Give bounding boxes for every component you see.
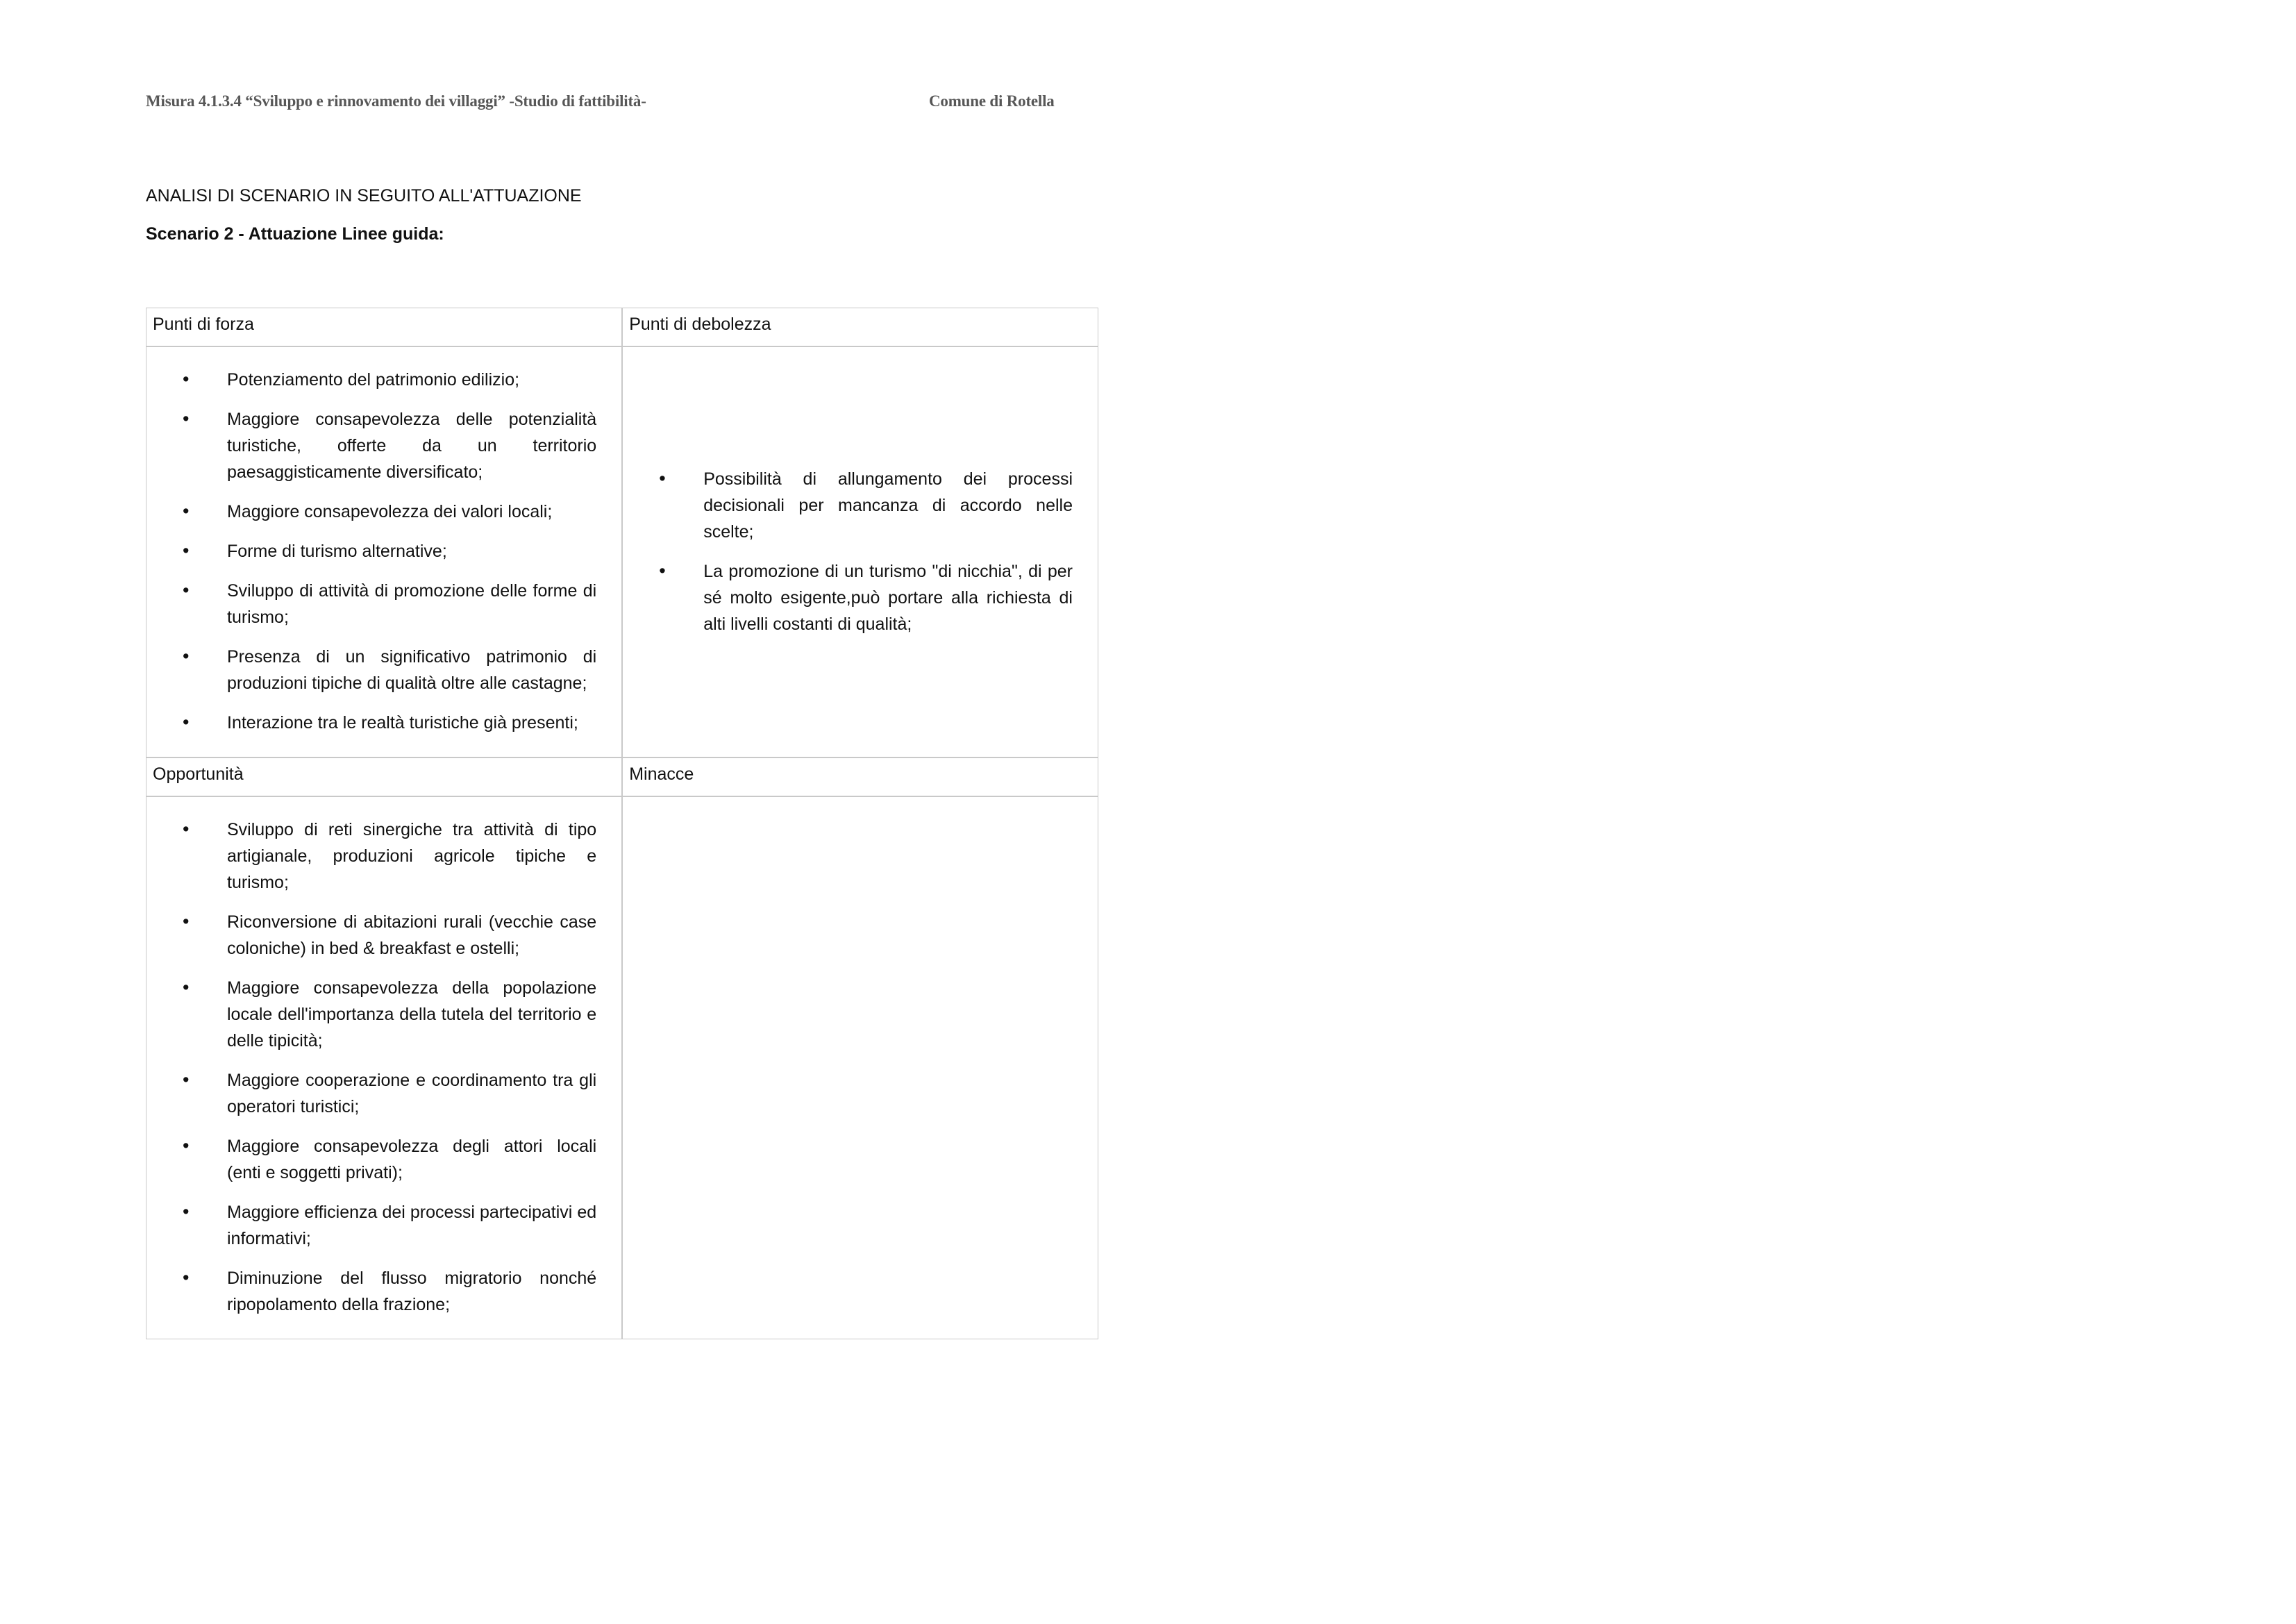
swot-table bbox=[146, 308, 1098, 1339]
swot-cell-threats-header bbox=[622, 757, 1098, 796]
strengths-list bbox=[146, 347, 621, 757]
running-header-left-municipality: Comune di Rotella bbox=[929, 92, 1055, 110]
strength-item: • Maggiore consapevolezza dei valori locali; bbox=[146, 499, 596, 525]
swot-cell-strengths bbox=[146, 346, 622, 757]
running-header-left-title: Misura 4.1.3.4 “Sviluppo e rinnovamento dei villaggi” -Studio di fattibilità- bbox=[146, 92, 646, 110]
strength-item: • Forme di turismo alternative; bbox=[146, 538, 596, 564]
swot-header-weaknesses: Punti di debolezza bbox=[629, 315, 771, 334]
swot-cell-weaknesses bbox=[622, 346, 1098, 757]
opportunity-item: • Maggiore cooperazione e coordinamento tra gli operatori turistici; bbox=[146, 1067, 596, 1120]
swot-cell-opportunities-header bbox=[146, 757, 622, 796]
opportunities-list bbox=[146, 797, 621, 1339]
opportunity-item: • Diminuzione del flusso migratorio nonché ripopolamento della frazione; bbox=[146, 1265, 596, 1318]
swot-body-row-2 bbox=[146, 796, 1098, 1339]
opportunity-item: • Sviluppo di reti sinergiche tra attività di tipo artigianale, produzioni agricole tipiche e turismo; bbox=[146, 817, 596, 896]
scenario-title: Scenario 2 - Attuazione Linee guida: bbox=[146, 224, 444, 244]
strength-item: • Sviluppo di attività di promozione delle forme di turismo; bbox=[146, 578, 596, 630]
swot-cell-threats bbox=[622, 796, 1098, 1339]
swot-header-threats: Minacce bbox=[629, 764, 694, 784]
weakness-item: • Possibilità di allungamento dei processi decisionali per mancanza di accordo nelle scelte; bbox=[623, 466, 1073, 545]
swot-header-row-2 bbox=[146, 757, 1098, 796]
weakness-item: • La promozione di un turismo "di nicchia", di per sé molto esigente,può portare alla richiesta di alti livelli costanti di qualità; bbox=[623, 558, 1073, 637]
strength-item: • Potenziamento del patrimonio edilizio; bbox=[146, 367, 596, 393]
swot-body-row-1 bbox=[146, 346, 1098, 757]
strength-item: • Maggiore consapevolezza delle potenzialità turistiche, offerte da un territorio paesaggisticamente diversificato; bbox=[146, 406, 596, 485]
analysis-section-title: ANALISI DI SCENARIO IN SEGUITO ALL'ATTUAZIONE bbox=[146, 186, 582, 206]
weaknesses-list bbox=[623, 446, 1098, 658]
strength-item: • Interazione tra le realtà turistiche già presenti; bbox=[146, 710, 596, 736]
swot-cell-opportunities bbox=[146, 796, 622, 1339]
swot-header-strengths: Punti di forza bbox=[153, 315, 254, 334]
opportunity-item: • Maggiore consapevolezza degli attori locali (enti e soggetti privati); bbox=[146, 1133, 596, 1186]
swot-cell-weaknesses-header bbox=[622, 308, 1098, 346]
page-right bbox=[1148, 0, 2296, 1624]
strength-item: • Presenza di un significativo patrimonio di produzioni tipiche di qualità oltre alle castagne; bbox=[146, 644, 596, 696]
opportunity-item: • Maggiore efficienza dei processi partecipativi ed informativi; bbox=[146, 1199, 596, 1252]
opportunity-item: • Maggiore consapevolezza della popolazione locale dell'importanza della tutela del territorio e delle tipicità; bbox=[146, 975, 596, 1054]
swot-cell-strengths-header bbox=[146, 308, 622, 346]
swot-header-opportunities: Opportunità bbox=[153, 764, 244, 784]
threats-list bbox=[623, 797, 1098, 837]
swot-header-row-1 bbox=[146, 308, 1098, 346]
opportunity-item: • Riconversione di abitazioni rurali (vecchie case coloniche) in bed & breakfast e ostelli; bbox=[146, 909, 596, 962]
